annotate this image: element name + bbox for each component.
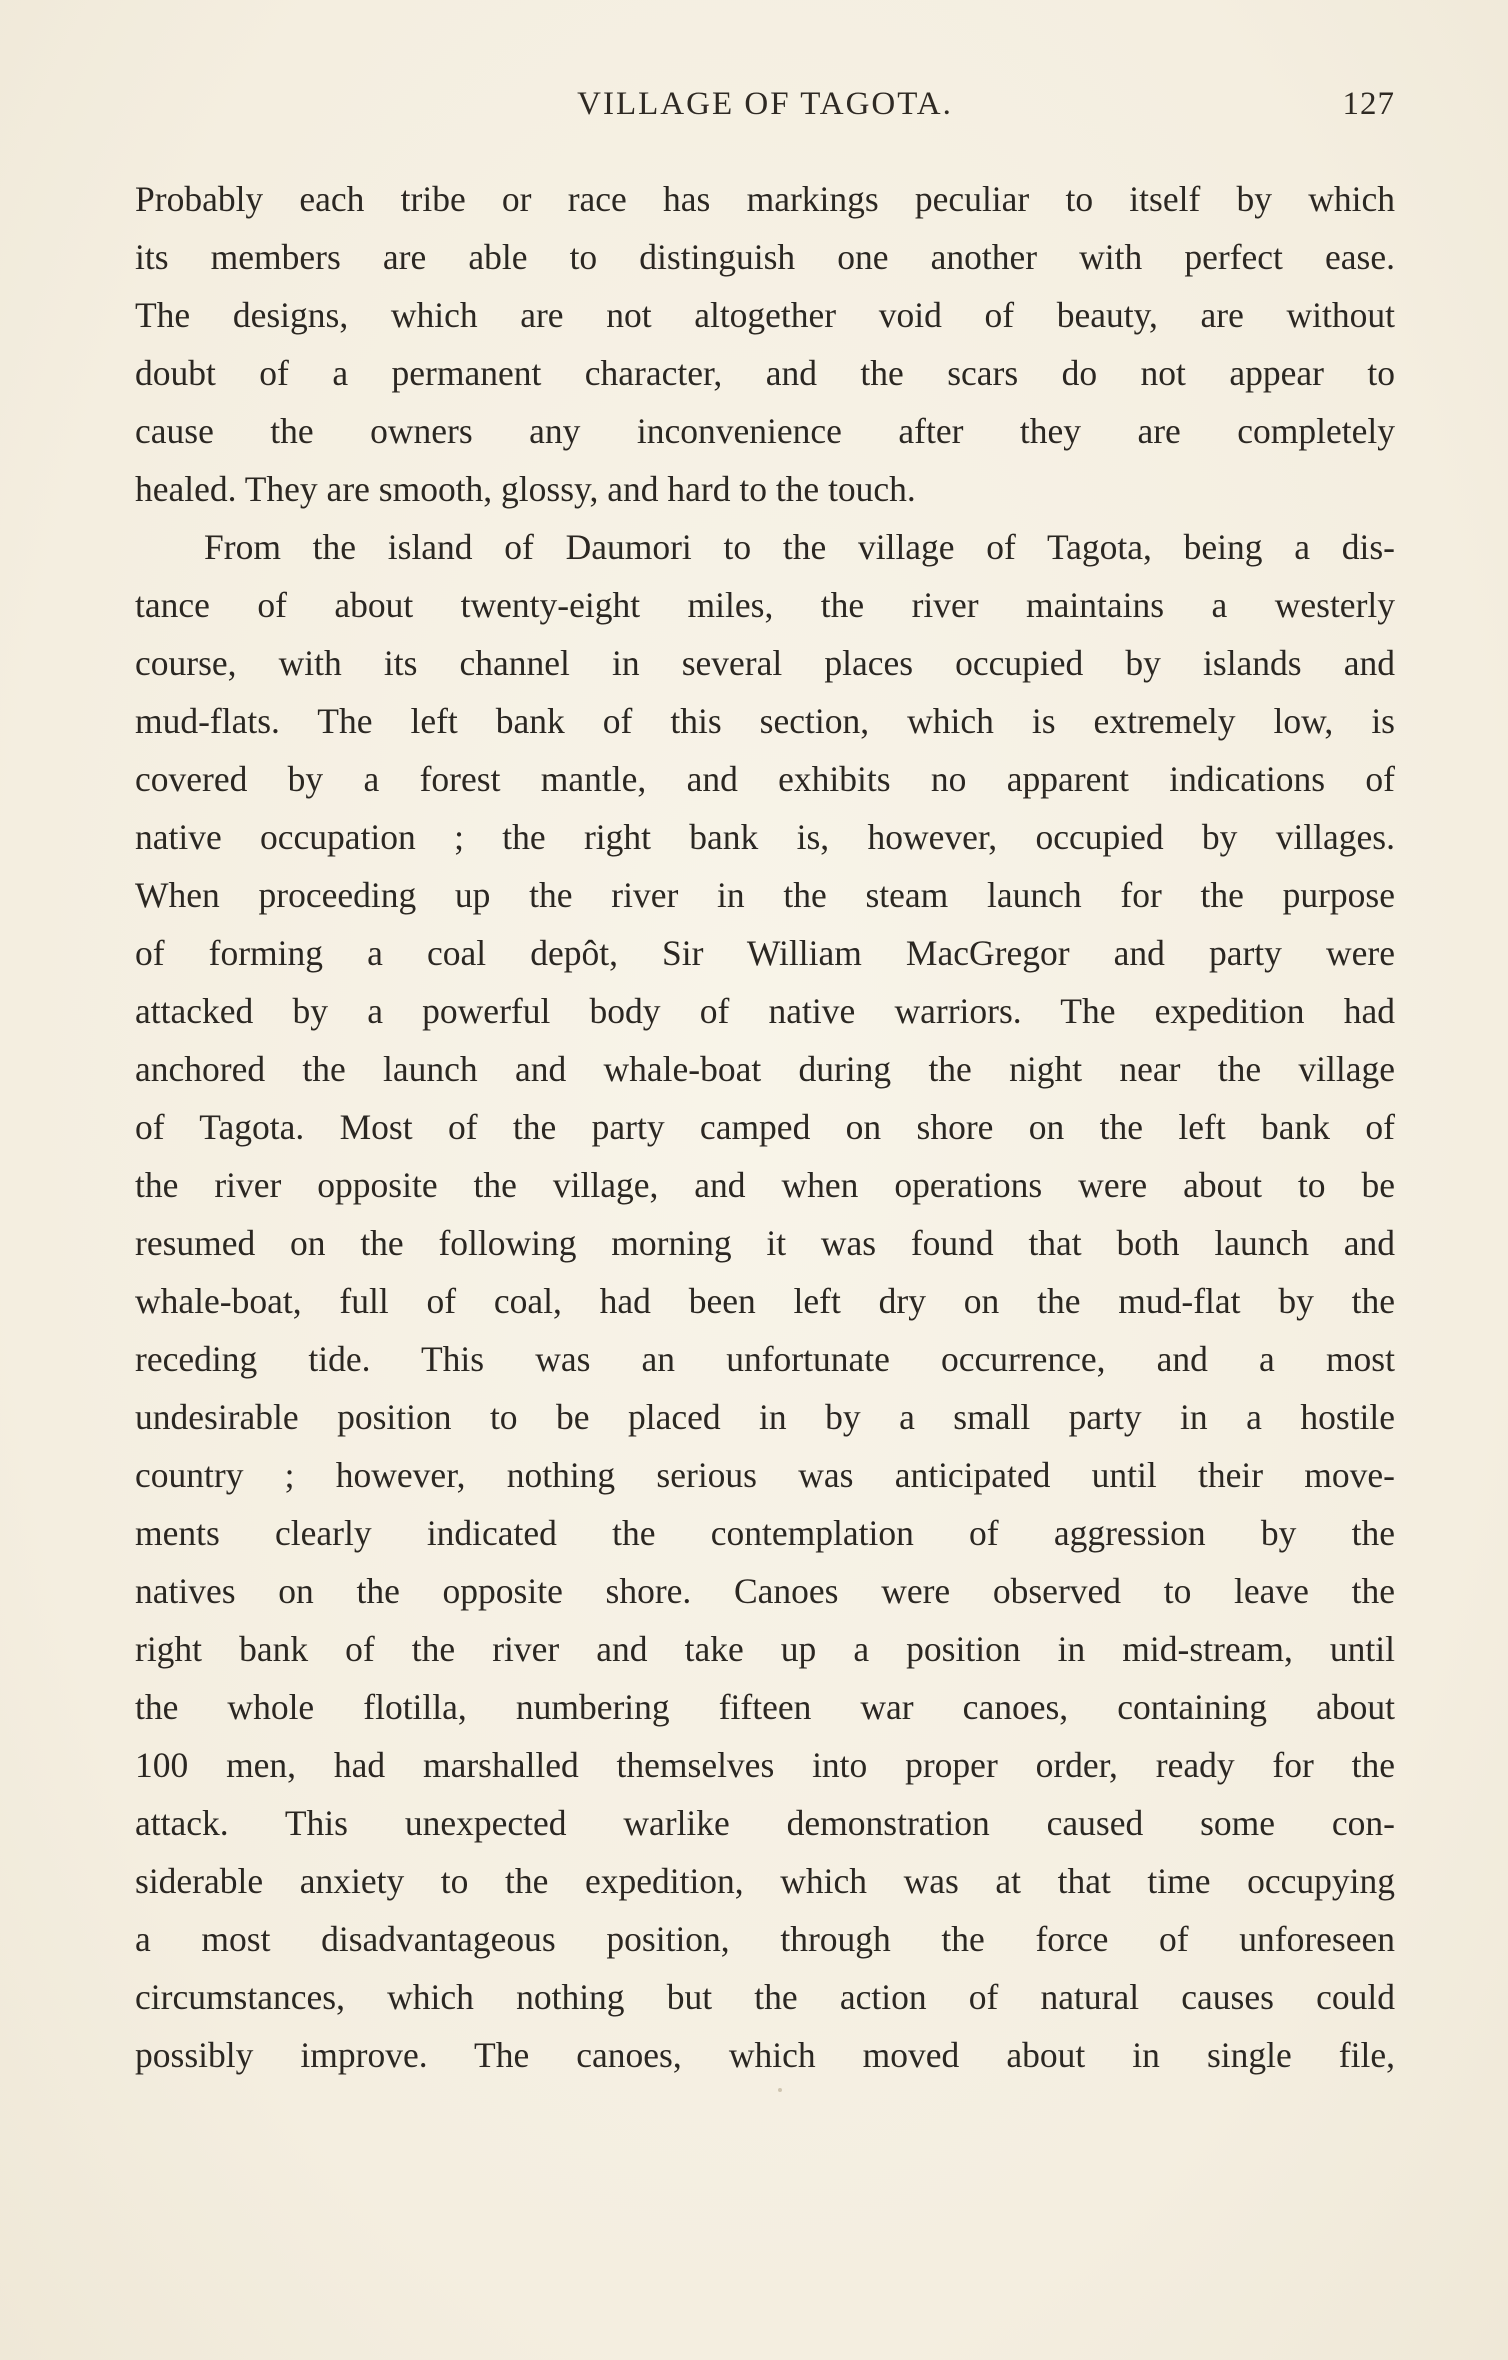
- text-line: ments clearly indicated the contemplation of aggression by the: [135, 1513, 1395, 1553]
- text-line: 100 men, had marshalled themselves into proper order, ready for the: [135, 1745, 1395, 1785]
- text-line: attack. This unexpected warlike demonstration caused some con-: [135, 1803, 1395, 1843]
- text-line: attacked by a powerful body of native warriors. The expedition had: [135, 991, 1395, 1031]
- text-line: the whole flotilla, numbering fifteen war canoes, containing about: [135, 1687, 1395, 1727]
- text-line: circumstances, which nothing but the action of natural causes could: [135, 1977, 1395, 2017]
- text-line: doubt of a permanent character, and the scars do not appear to: [135, 353, 1395, 393]
- text-line: native occupation ; the right bank is, however, occupied by villages.: [135, 817, 1395, 857]
- text-line: covered by a forest mantle, and exhibits no apparent indications of: [135, 759, 1395, 799]
- text-line: resumed on the following morning it was found that both launch and: [135, 1223, 1395, 1263]
- text-line: receding tide. This was an unfortunate occurrence, and a most: [135, 1339, 1395, 1379]
- text-line: country ; however, nothing serious was anticipated until their move-: [135, 1455, 1395, 1495]
- text-line: The designs, which are not altogether void of beauty, are without: [135, 295, 1395, 335]
- text-line: cause the owners any inconvenience after they are completely: [135, 411, 1395, 451]
- text-line: Probably each tribe or race has markings peculiar to itself by which: [135, 179, 1395, 219]
- body-text: [135, 170, 1395, 2084]
- text-line: tance of about twenty-eight miles, the river maintains a westerly: [135, 585, 1395, 625]
- text-line: healed. They are smooth, glossy, and hard to the touch.: [135, 469, 916, 509]
- text-line: anchored the launch and whale-boat during the night near the village: [135, 1049, 1395, 1089]
- text-line: the river opposite the village, and when operations were about to be: [135, 1165, 1395, 1205]
- text-line: From the island of Daumori to the village of Tagota, being a dis-: [204, 527, 1395, 567]
- text-line: a most disadvantageous position, through the force of unforeseen: [135, 1919, 1395, 1959]
- running-title: VILLAGE OF TAGOTA.: [577, 86, 953, 122]
- text-line: its members are able to distinguish one another with perfect ease.: [135, 237, 1395, 277]
- running-head: [135, 86, 1395, 134]
- page-number: 127: [1342, 86, 1395, 122]
- text-line: of forming a coal depôt, Sir William MacGregor and party were: [135, 933, 1395, 973]
- text-line: whale-boat, full of coal, had been left dry on the mud-flat by the: [135, 1281, 1395, 1321]
- text-line: mud-flats. The left bank of this section, which is extremely low, is: [135, 701, 1395, 741]
- text-line: natives on the opposite shore. Canoes were observed to leave the: [135, 1571, 1395, 1611]
- paper-speck: [778, 2088, 782, 2092]
- text-line: right bank of the river and take up a position in mid-stream, until: [135, 1629, 1395, 1669]
- text-line: possibly improve. The canoes, which moved about in single file,: [135, 2035, 1395, 2075]
- text-line: When proceeding up the river in the steam launch for the purpose: [135, 875, 1395, 915]
- text-line: of Tagota. Most of the party camped on shore on the left bank of: [135, 1107, 1395, 1147]
- text-line: siderable anxiety to the expedition, which was at that time occupying: [135, 1861, 1395, 1901]
- text-line: course, with its channel in several places occupied by islands and: [135, 643, 1395, 683]
- text-line: undesirable position to be placed in by a small party in a hostile: [135, 1397, 1395, 1437]
